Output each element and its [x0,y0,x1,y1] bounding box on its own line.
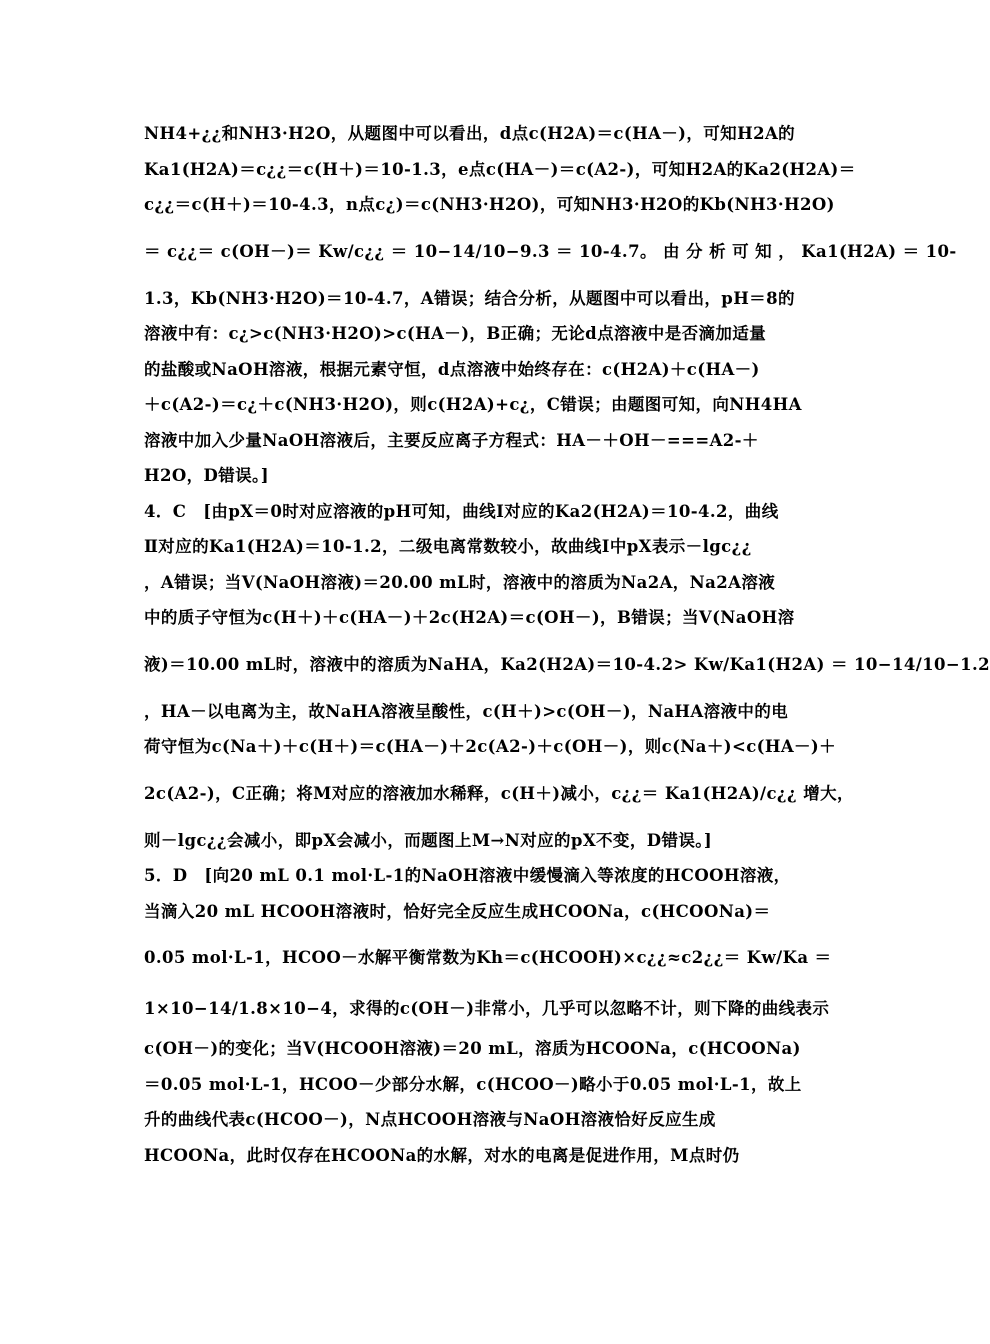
text-line: ＝0.05 mol·L-1，HCOO－少部分水解，c(HCOO－)略小于0.05 mol·L-1，故上 [144,1074,802,1094]
text-line: 5．D [向20 mL 0.1 mol·L-1的NaOH溶液中缓慢滴入等浓度的HCOOH溶液， [144,866,791,885]
text-line: 溶液中加入少量NaOH溶液后，主要反应离子方程式：HA－＋OH－===A2-＋ [144,430,759,450]
text-line: ＝ c¿¿＝ c(OH－)＝ Kw/c¿¿ ＝ 10−14/10−9.3 ＝ 10-4.7。 由 分 析 可 知 ， Ka1(H2A) ＝ 10- [144,241,957,261]
text-line: c(OH－)的变化；当V(HCOOH溶液)＝20 mL，溶质为HCOONa，c(HCOONa) [144,1039,801,1058]
text-line: 4．C [由pX＝0时对应溶液的pH可知，曲线Ⅰ对应的Ka2(H2A)＝10-4.2，曲线 [144,501,779,521]
text-line: H2O，D错误。] [144,466,269,485]
text-line: 当滴入20 mL HCOOH溶液时，恰好完全反应生成HCOONa，c(HCOONa)＝ [144,901,771,921]
text-line: ，A错误；当V(NaOH溶液)＝20.00 mL时，溶液中的溶质为Na2A，Na2A溶液 [144,572,776,592]
text-line: HCOONa，此时仅存在HCOONa的水解，对水的电离是促进作用，M点时仍 [144,1145,740,1165]
text-line: 荷守恒为c(Na＋)＋c(H＋)＝c(HA－)＋2c(A2-)＋c(OH－)，则c(Na＋)<c(HA－)＋ [144,737,837,756]
text-line: 1×10−14/1.8×10−4，求得的c(OH－)非常小，几乎可以忽略不计，则下降的曲线表示 [144,999,830,1018]
text-line: 1.3，Kb(NH3·H2O)＝10-4.7，A错误；结合分析，从题图中可以看出，pH＝8的 [144,288,795,308]
text-line: 升的曲线代表c(HCOO－)，N点HCOOH溶液与NaOH溶液恰好反应生成 [144,1110,716,1129]
text-line: 中的质子守恒为c(H＋)＋c(HA－)＋2c(H2A)＝c(OH－)，B错误；当V(NaOH溶 [144,608,795,627]
text-line: NH4+¿¿和NH3·H2O，从题图中可以看出，d点c(H2A)＝c(HA－)，可知H2A的 [144,124,796,143]
text-line: ＋c(A2-)＝c¿＋c(NH3·H2O)，则c(H2A)+c¿，C错误；由题图可知，向NH4HA [144,395,802,414]
text-line: c¿¿＝c(H＋)＝10-4.3，n点c¿)＝c(NH3·H2O)，可知NH3·H2O的Kb(NH3·H2O) [144,195,835,214]
text-line: ，HA－以电离为主，故NaHA溶液呈酸性，c(H＋)>c(OH－)，NaHA溶液中的电 [144,701,789,721]
text-line: 0.05 mol·L-1，HCOO－水解平衡常数为Kh＝c(HCOOH)×c¿¿≈c2¿¿＝ Kw/Ka ＝ [144,948,832,967]
text-line: 则－lgc¿¿会减小，即pX会减小，而题图上M→N对应的pX不变，D错误。] [144,830,713,850]
text-line: 2c(A2-)，C正确；将M对应的溶液加水稀释，c(H＋)减小，c¿¿＝ Ka1(H2A)/c¿¿ 增大， [144,783,854,803]
text-line: 液)＝10.00 mL时，溶液中的溶质为NaHA，Ka2(H2A)＝10-4.2> Kw/Ka1(H2A) ＝ 10−14/10−1.2 [144,654,990,674]
document-page [144,116,990,1173]
text-line: 的盐酸或NaOH溶液，根据元素守恒，d点溶液中始终存在：c(H2A)＋c(HA－) [144,359,760,379]
text-line: Ⅱ对应的Ka1(H2A)＝10-1.2，二级电离常数较小，故曲线Ⅰ中pX表示－lgc¿¿ [144,537,752,556]
text-line: 溶液中有：c¿>c(NH3·H2O)>c(HA－)，B正确；无论d点溶液中是否滴加适量 [144,324,767,343]
text-line: Ka1(H2A)＝c¿¿＝c(H＋)＝10-1.3，e点c(HA－)＝c(A2-)，可知H2A的Ka2(H2A)＝ [144,159,856,179]
